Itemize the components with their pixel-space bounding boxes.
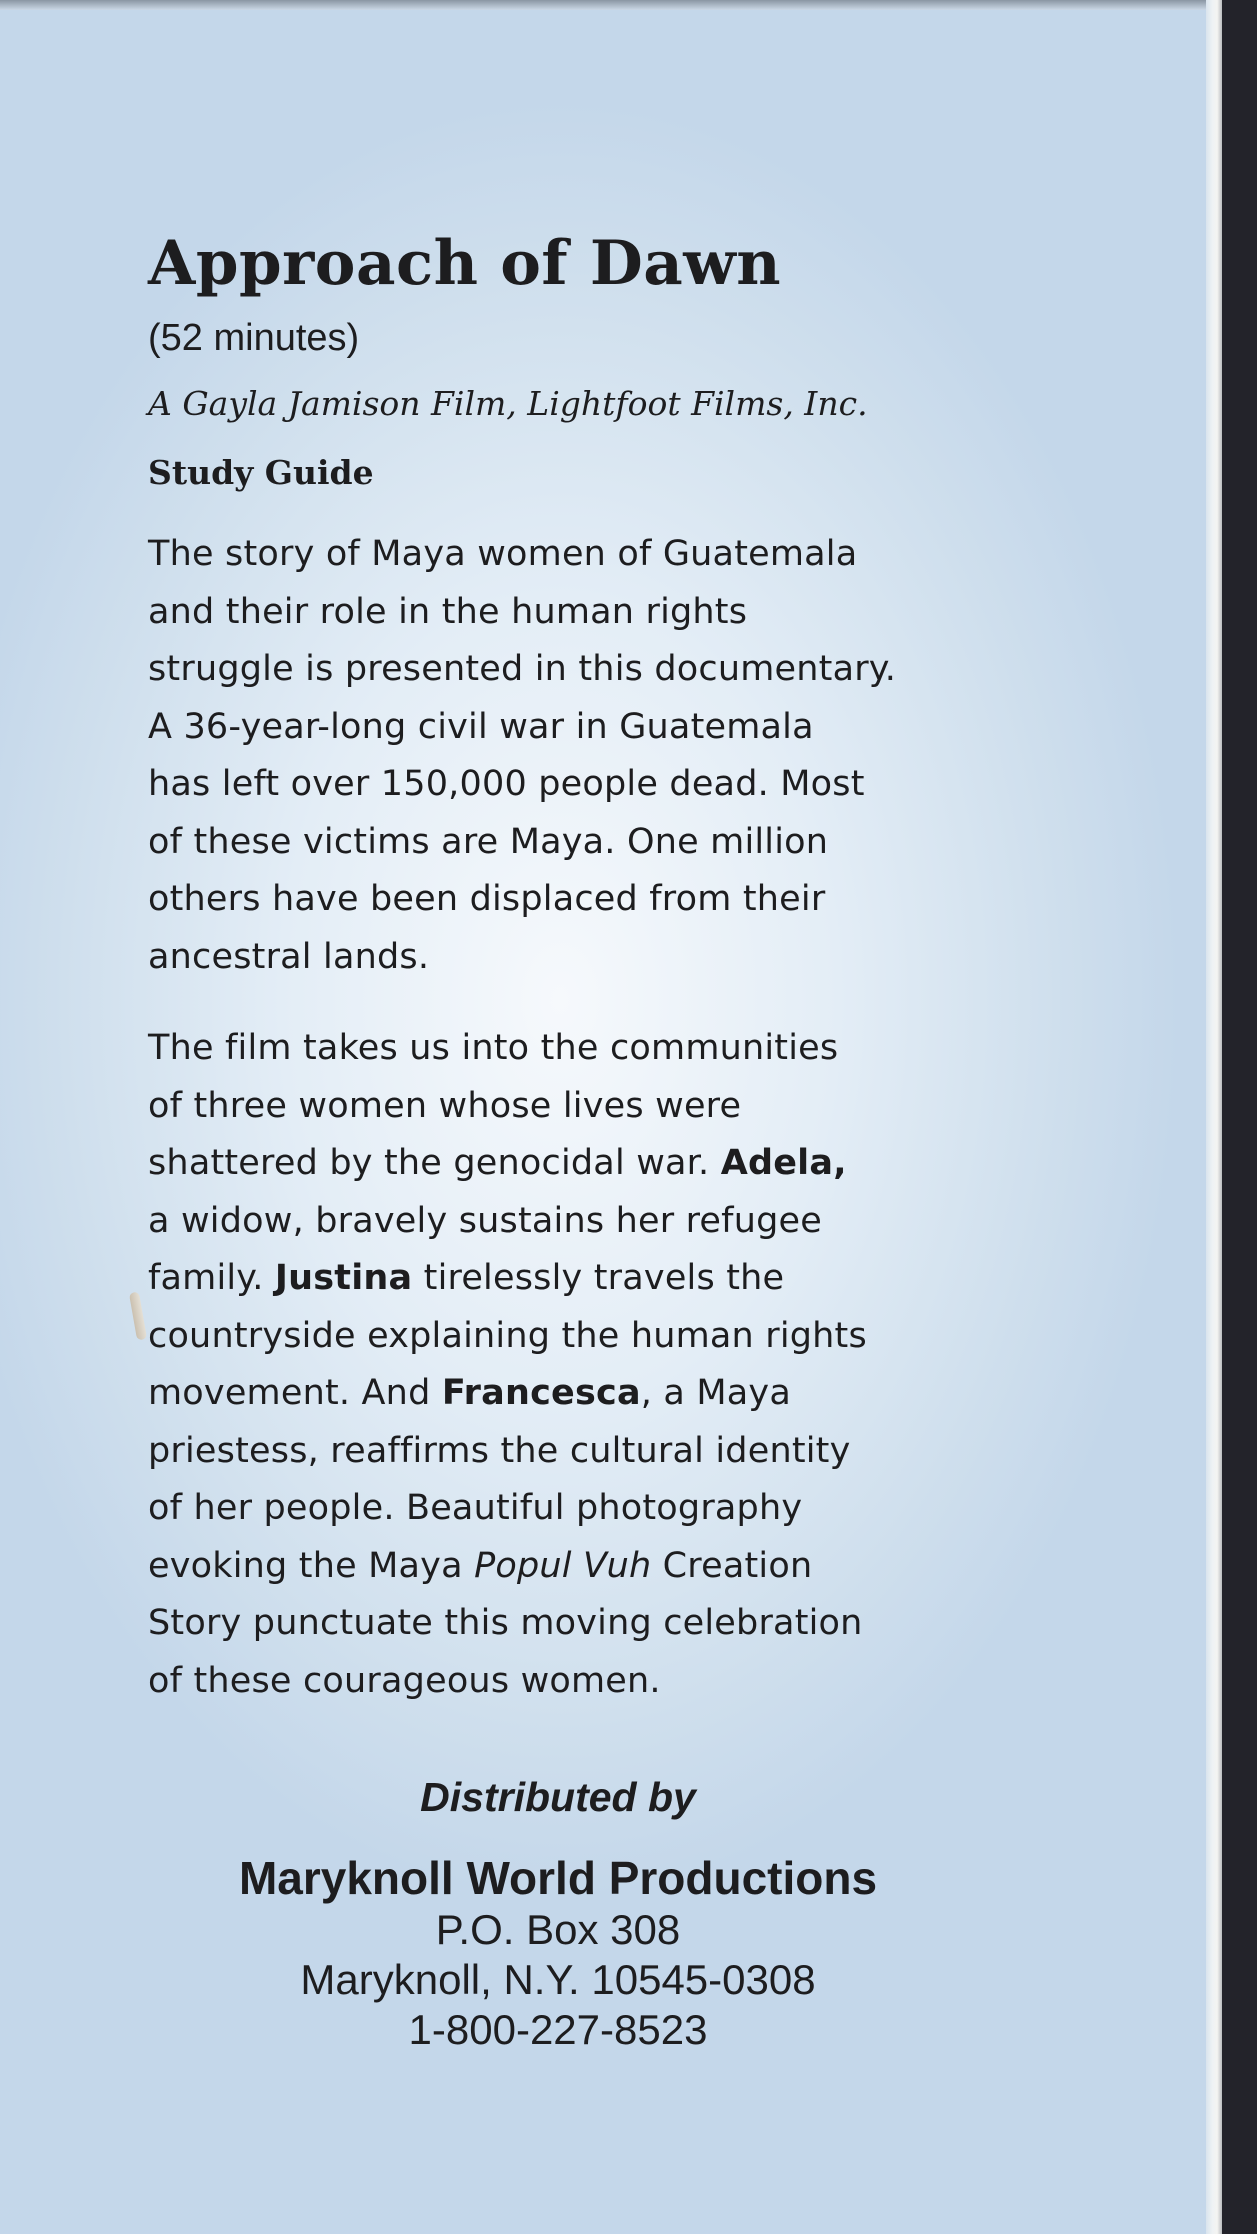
- text-line: struggle is presented in this documentary.: [148, 649, 897, 690]
- text-line: a widow, bravely sustains her refugee: [148, 1200, 822, 1241]
- section-heading: Study Guide: [148, 453, 374, 493]
- text-line: Creation: [651, 1545, 813, 1586]
- text-line: of these victims are Maya. One million: [148, 821, 829, 862]
- study-guide-content: [148, 230, 1028, 1710]
- distributor-po-box: P.O. Box 308: [435, 1906, 681, 1953]
- text-line: others have been displaced from their: [148, 879, 826, 920]
- text-line: ancestral lands.: [148, 936, 430, 977]
- text-line: of three women whose lives were: [148, 1085, 742, 1126]
- synopsis-paragraph-1: [148, 526, 1028, 986]
- distributor-block: [148, 1774, 968, 2055]
- text-line: of her people. Beautiful photography: [148, 1488, 803, 1529]
- distributor-name: Maryknoll World Productions: [238, 1852, 878, 1904]
- distributed-by-label: Distributed by: [420, 1774, 696, 1820]
- text-line: Story punctuate this moving celebration: [148, 1603, 863, 1644]
- text-line: priestess, reaffirms the cultural identity: [148, 1430, 851, 1471]
- text-line: tirelessly travels the: [412, 1258, 785, 1299]
- name-francesca: Francesca: [441, 1373, 641, 1414]
- distributor-phone: 1-800-227-8523: [408, 2006, 708, 2053]
- text-line: family.: [148, 1258, 275, 1299]
- text-line: countryside explaining the human rights: [148, 1315, 867, 1356]
- text-line: evoking the Maya: [148, 1545, 475, 1586]
- book-title: Popul Vuh: [474, 1545, 652, 1586]
- text-line: The story of Maya women of Guatemala: [148, 534, 858, 575]
- text-line: , a Maya: [640, 1373, 791, 1414]
- sleeve-top-edge: [0, 0, 1220, 10]
- name-adela: Adela,: [720, 1143, 847, 1184]
- film-title: Approach of Dawn: [148, 228, 782, 299]
- film-duration: (52 minutes): [148, 317, 360, 360]
- text-line: movement. And: [148, 1373, 442, 1414]
- text-line: shattered by the genocidal war.: [148, 1143, 721, 1184]
- film-credit: A Gayla Jamison Film, Lightfoot Films, Inc.: [148, 384, 868, 424]
- name-justina: Justina: [274, 1258, 413, 1299]
- distributor-city: Maryknoll, N.Y. 10545-0308: [300, 1956, 816, 2003]
- text-line: A 36-year-long civil war in Guatemala: [148, 706, 814, 747]
- text-line: The film takes us into the communities: [148, 1028, 839, 1069]
- text-line: has left over 150,000 people dead. Most: [148, 764, 865, 805]
- text-line: of these courageous women.: [148, 1660, 661, 1701]
- sleeve-right-edge: [1206, 0, 1222, 2234]
- synopsis-paragraph-2: [148, 1020, 1028, 1710]
- text-line: and their role in the human rights: [148, 591, 748, 632]
